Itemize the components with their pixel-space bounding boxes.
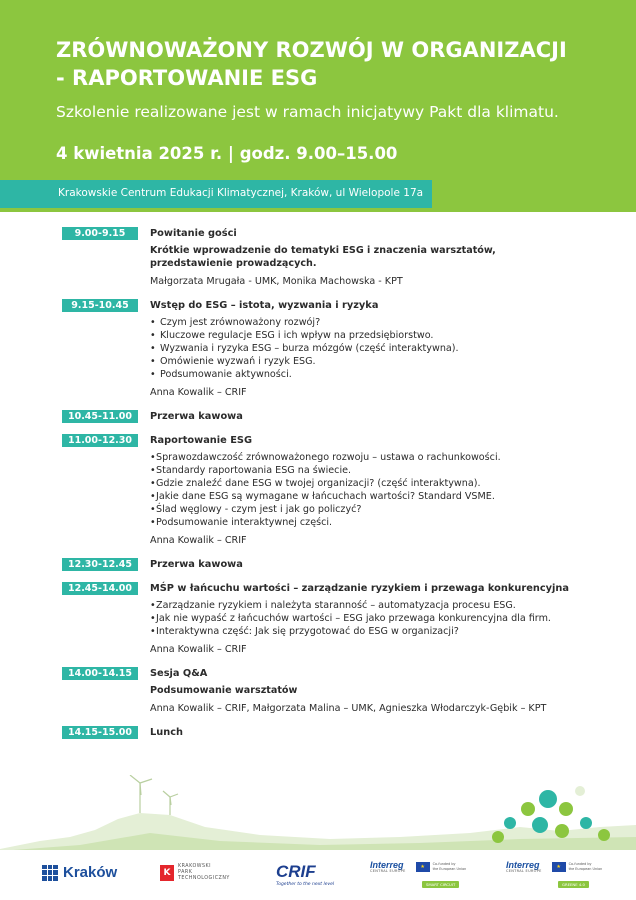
title-line-1: ZRÓWNOWAŻONY ROZWÓJ W ORGANIZACJI bbox=[56, 38, 567, 62]
krakow-logo-text: Kraków bbox=[63, 864, 118, 881]
session-bullets bbox=[150, 599, 596, 638]
bullet-item: • Czym jest zrównoważony rozwój? bbox=[150, 316, 596, 329]
bullet-item: • Omówienie wyzwań i ryzyk ESG. bbox=[150, 355, 596, 368]
landscape-illustration bbox=[0, 775, 636, 853]
session-title: MŚP w łańcuchu wartości – zarządzanie ryzykiem i przewaga konkurencyjna bbox=[150, 583, 569, 594]
bullet-item: • Ślad węglowy - czym jest i jak go policzyć? bbox=[150, 503, 596, 516]
project-tag: SMART CIRCUIT bbox=[422, 881, 459, 888]
eu-text-line: the European Union bbox=[568, 866, 603, 871]
session-title: Sesja Q&A bbox=[150, 668, 208, 679]
kpt-line: TECHNOLOGICZNY bbox=[178, 876, 230, 881]
session-subtitle: Podsumowanie warsztatów bbox=[150, 685, 298, 696]
bullet-item: • Podsumowanie interaktywnej części. bbox=[150, 516, 596, 529]
interreg-logo-greene bbox=[506, 860, 602, 888]
eu-flag-icon: ★ bbox=[552, 862, 566, 872]
kpt-logo bbox=[160, 864, 230, 882]
crif-tagline: Together to the next level bbox=[276, 882, 335, 887]
krakow-logo bbox=[42, 864, 117, 881]
time-badge: 11.00-12.30 bbox=[62, 434, 138, 447]
session-subtitle-line: Krótkie wprowadzenie do tematyki ESG i znaczenia warsztatów, bbox=[150, 245, 496, 256]
interreg-text: Interreg bbox=[370, 860, 404, 870]
time-badge: 9.00-9.15 bbox=[62, 227, 138, 240]
session-speakers: Anna Kowalik – CRIF bbox=[150, 535, 247, 546]
session-speakers: Anna Kowalik – CRIF bbox=[150, 644, 247, 655]
agenda-item bbox=[0, 410, 636, 423]
eu-text-line: the European Union bbox=[432, 866, 467, 871]
agenda-item bbox=[0, 558, 636, 571]
wind-turbine-icon bbox=[130, 775, 152, 813]
session-speakers: Anna Kowalik – CRIF bbox=[150, 387, 247, 398]
session-title: Lunch bbox=[150, 727, 183, 738]
agenda-item bbox=[0, 726, 636, 739]
agenda-item bbox=[0, 227, 636, 288]
kpt-line: PARK bbox=[178, 870, 193, 875]
session-title: Przerwa kawowa bbox=[150, 559, 243, 570]
time-badge: 10.45-11.00 bbox=[62, 410, 138, 423]
session-title: Przerwa kawowa bbox=[150, 411, 243, 422]
session-title: Wstęp do ESG – istota, wyzwania i ryzyka bbox=[150, 300, 379, 311]
agenda bbox=[0, 227, 636, 750]
session-title: Powitanie gości bbox=[150, 228, 237, 239]
interreg-sub-text: CENTRAL EUROPE bbox=[370, 869, 406, 873]
bullet-item: • Interaktywna część: Jak się przygotować do ESG w organizacji? bbox=[150, 625, 596, 638]
agenda-item bbox=[0, 434, 636, 547]
eu-cofunded-text bbox=[433, 862, 467, 870]
bullet-item: • Sprawozdawczość zrównoważonego rozwoju – ustawa o rachunkowości. bbox=[150, 451, 596, 464]
session-bullets bbox=[150, 316, 596, 381]
session-subtitle bbox=[150, 244, 596, 270]
bullet-item: • Gdzie znaleźć dane ESG w twojej organizacji? (część interaktywna). bbox=[150, 477, 596, 490]
location-band bbox=[0, 180, 432, 208]
eu-cofunded-text bbox=[569, 862, 603, 870]
session-speakers: Anna Kowalik – CRIF, Małgorzata Malina – UMK, Agnieszka Włodarczyk-Gębik – KPT bbox=[150, 703, 547, 714]
bullet-item: • Wyzwania i ryzyka ESG – burza mózgów (część interaktywna). bbox=[150, 342, 596, 355]
bullet-item: • Jak nie wypaść z łańcuchów wartości – ESG jako przewaga konkurencyjna dla firm. bbox=[150, 612, 596, 625]
time-badge: 14.00-14.15 bbox=[62, 667, 138, 680]
bullet-item: • Standardy raportowania ESG na świecie. bbox=[150, 464, 596, 477]
kpt-logo-text bbox=[178, 864, 230, 882]
eu-flag-icon: ★ bbox=[416, 862, 430, 872]
event-location: Krakowskie Centrum Edukacji Klimatycznej, Kraków, ul Wielopole 17a bbox=[58, 187, 424, 199]
agenda-item bbox=[0, 667, 636, 715]
bullet-item: • Kluczowe regulacje ESG i ich wpływ na przedsiębiorstwo. bbox=[150, 329, 596, 342]
time-badge: 9.15-10.45 bbox=[62, 299, 138, 312]
time-badge: 12.45-14.00 bbox=[62, 582, 138, 595]
bullet-item: • Podsumowanie aktywności. bbox=[150, 368, 596, 381]
footer-logos bbox=[0, 850, 636, 900]
time-badge: 14.15-15.00 bbox=[62, 726, 138, 739]
event-datetime: 4 kwietnia 2025 r. | godz. 9.00–15.00 bbox=[56, 144, 398, 163]
interreg-sub-text: CENTRAL EUROPE bbox=[506, 869, 542, 873]
eu-text-line: Co-funded by bbox=[568, 862, 592, 867]
time-badge: 12.30-12.45 bbox=[62, 558, 138, 571]
session-subtitle-line: przedstawienie prowadzących. bbox=[150, 258, 317, 269]
wind-turbine-icon bbox=[163, 791, 178, 815]
session-title: Raportowanie ESG bbox=[150, 435, 252, 446]
interreg-logo-smart-circuit bbox=[370, 860, 466, 888]
agenda-item bbox=[0, 299, 636, 399]
page-title bbox=[56, 36, 616, 92]
project-tag: GREENE 4.0 bbox=[558, 881, 589, 888]
title-line-2: - RAPORTOWANIE ESG bbox=[56, 66, 318, 90]
eu-text-line: Co-funded by bbox=[432, 862, 456, 867]
krakow-emblem-icon bbox=[42, 865, 58, 881]
header-banner bbox=[0, 0, 636, 212]
page-subtitle: Szkolenie realizowane jest w ramach inicjatywy Pakt dla klimatu. bbox=[56, 103, 559, 121]
kpt-emblem-icon: K bbox=[160, 865, 174, 881]
crif-logo bbox=[276, 862, 334, 887]
bullet-item: • Zarządzanie ryzykiem i należyta staranność – automatyzacja procesu ESG. bbox=[150, 599, 596, 612]
interreg-text: Interreg bbox=[506, 860, 540, 870]
bullet-item: • Jakie dane ESG są wymagane w łańcuchach wartości? Standard VSME. bbox=[150, 490, 596, 503]
kpt-line: KRAKOWSKI bbox=[178, 864, 212, 869]
session-speakers: Małgorzata Mrugała - UMK, Monika Machowska - KPT bbox=[150, 276, 403, 287]
session-bullets bbox=[150, 451, 596, 529]
agenda-item bbox=[0, 582, 636, 656]
crif-logo-text: CRIF bbox=[276, 862, 316, 881]
